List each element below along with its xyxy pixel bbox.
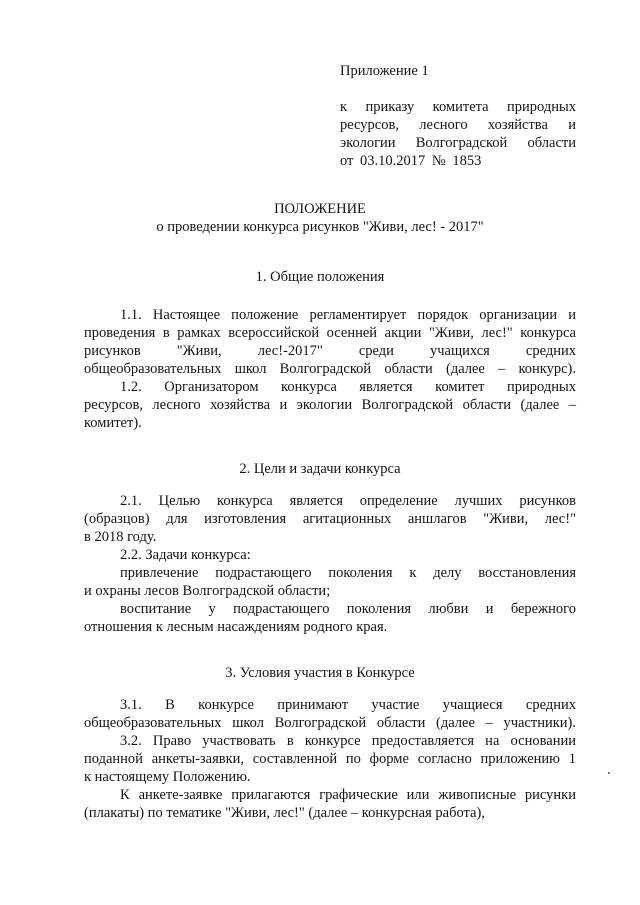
paragraph-line: отношения к лесным насаждениям родного края. xyxy=(84,619,388,635)
paragraph-line: 1.1. Настоящее положение регламентирует порядок организации и xyxy=(120,307,576,323)
paragraph-line: 1.2. Организатором конкурса является комитет природных xyxy=(120,379,576,395)
paragraph-line: 3.1. В конкурсе принимают участие учащиеся средних xyxy=(120,697,576,713)
paragraph-line: К анкете-заявке прилагаются графические или живописные рисунки xyxy=(120,787,576,803)
document-title: ПОЛОЖЕНИЕ xyxy=(274,201,366,217)
paragraph-line: 3.2. Право участвовать в конкурсе предоставляется на основании xyxy=(120,733,576,749)
section-heading: 2. Цели и задачи конкурса xyxy=(239,461,401,477)
paragraph-line: привлечение подрастающего поколения к делу восстановления xyxy=(120,565,576,581)
paragraph-line: (образцов) для изготовления агитационных аншлагов "Живи, лес!" xyxy=(84,511,576,527)
scan-speck xyxy=(608,772,610,774)
section-heading: 3. Условия участия в Конкурсе xyxy=(225,665,415,681)
appendix-line: ресурсов, лесного хозяйства и xyxy=(340,117,576,133)
paragraph-line: общеобразовательных школ Волгоградской области (далее – участники). xyxy=(84,715,576,731)
paragraph-line: рисунков "Живи, лес!-2017" среди учащихся средних xyxy=(84,343,576,359)
paragraph-line: к настоящему Положению. xyxy=(84,769,251,785)
appendix-line: к приказу комитета природных xyxy=(340,99,576,115)
appendix-line: экологии Волгоградской области xyxy=(340,135,576,151)
section-heading: 1. Общие положения xyxy=(255,269,385,285)
paragraph-line: и охраны лесов Волгоградской области; xyxy=(84,583,331,599)
document-subtitle: о проведении конкурса рисунков "Живи, лес! - 2017" xyxy=(156,219,484,235)
paragraph-line: 2.2. Задачи конкурса: xyxy=(120,547,251,563)
paragraph-line: воспитание у подрастающего поколения любви и бережного xyxy=(120,601,576,617)
appendix-title: Приложение 1 xyxy=(340,63,429,79)
paragraph-line: (плакаты) по тематике "Живи, лес!" (далее – конкурсная работа), xyxy=(84,805,485,821)
paragraph-line: 2.1. Целью конкурса является определение лучших рисунков xyxy=(120,493,576,509)
paragraph-line: общеобразовательных школ Волгоградской области (далее – конкурс). xyxy=(84,361,576,377)
paragraph-line: ресурсов, лесного хозяйства и экологии Волгоградской области (далее – xyxy=(84,397,576,413)
paragraph-line: комитет). xyxy=(84,415,142,431)
paragraph-line: поданной анкеты-заявки, составленной по форме согласно приложению 1 xyxy=(84,751,576,767)
paragraph-line: в 2018 году. xyxy=(84,529,157,545)
paragraph-line: проведения в рамках всероссийской осенней акции "Живи, лес!" конкурса xyxy=(84,325,576,341)
appendix-line: от 03.10.2017 № 1853 xyxy=(340,153,482,169)
